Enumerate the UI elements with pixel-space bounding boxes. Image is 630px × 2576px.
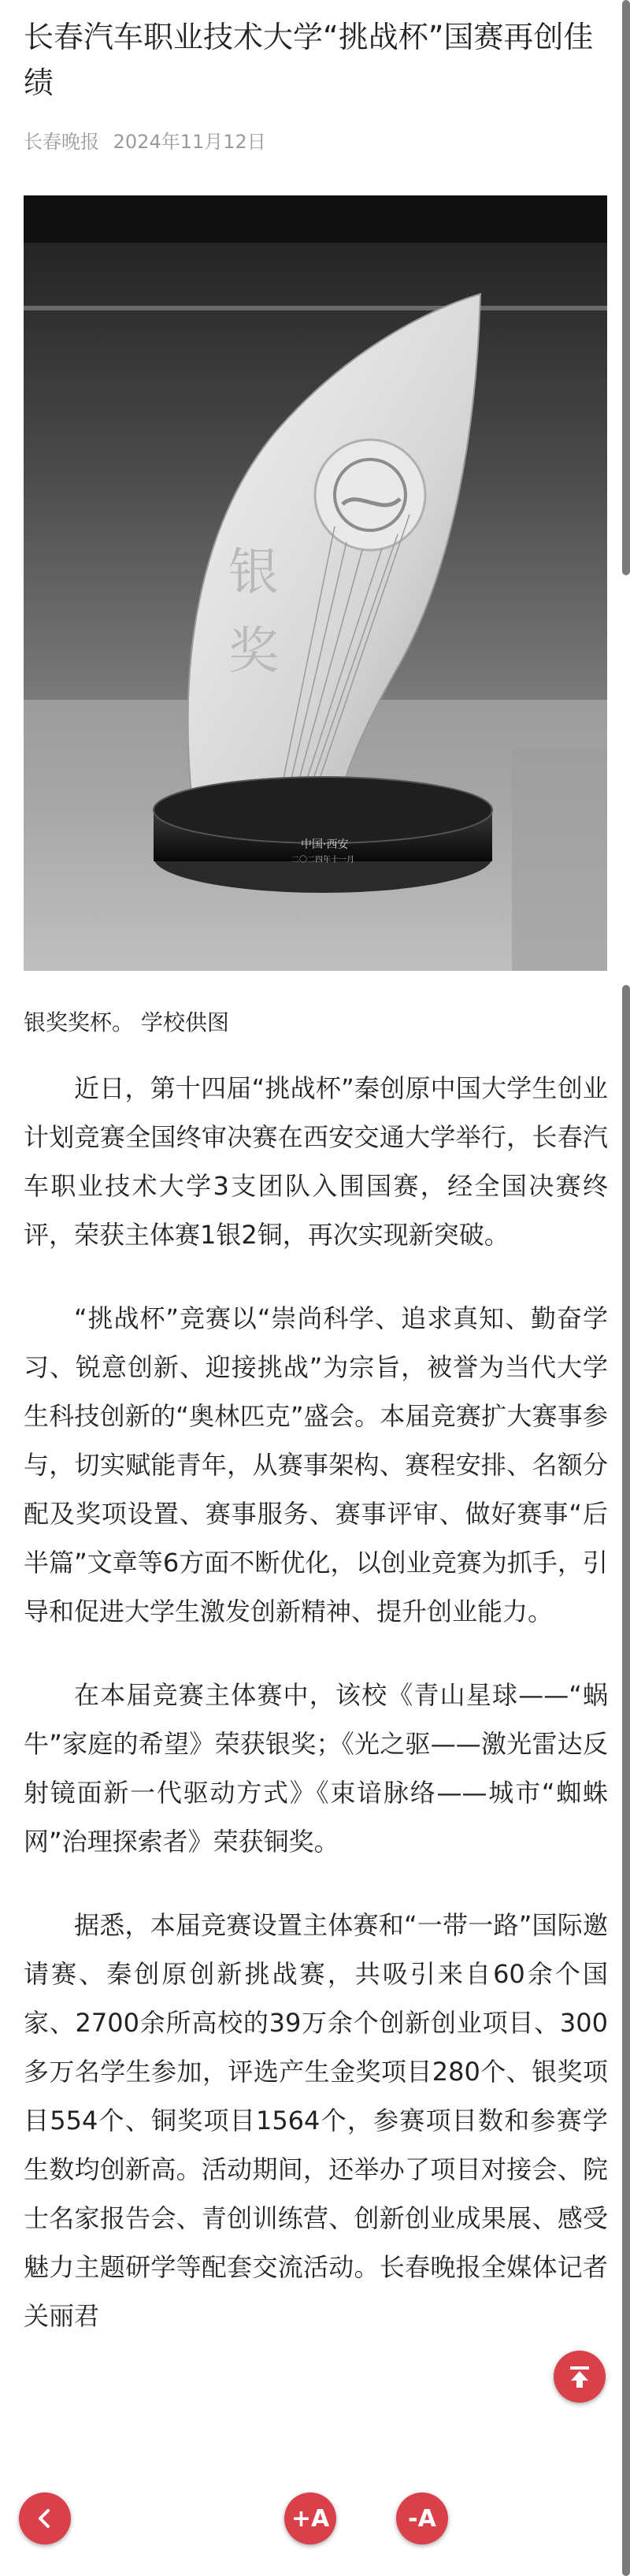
article-meta xyxy=(24,126,266,154)
article-paragraph-text: 据悉，本届竞赛设置主体赛和“一带一路”国际邀请赛、秦创原创新挑战赛，共吸引来自60余个国家、2700余所高校的39万余个创新创业项目、300多万名学生参加，评选产生金奖项目280个、银奖项目554个、铜奖项目1564个，参赛项目数和参赛学生数均创新高。活动期间，还举办了项目对接会、院士名家报告会、青创训练营、创新创业成果展、感受魅力主题研学等配套交流活动。 xyxy=(24,1910,608,2282)
article-body xyxy=(24,1064,608,2375)
article-date: 2024年11月12日 xyxy=(113,131,266,153)
base-text-line1: 中国·西安 xyxy=(301,838,349,851)
article-source: 长春晚报 xyxy=(24,131,99,153)
trophy-engraving-line2: 奖 xyxy=(228,623,279,681)
article-title: 长春汽车职业技术大学“挑战杯”国赛再创佳绩 xyxy=(24,20,594,100)
base-text-line2: 二〇二四年十一月 xyxy=(291,856,354,864)
font-increase-label: +A xyxy=(291,2504,330,2533)
article-paragraph: 近日，第十四届“挑战杯”秦创原中国大学生创业计划竞赛全国终审决赛在西安交通大学举行，长春汽车职业技术大学3支团队入围国赛，经全国决赛终评，荣获主体赛1银2铜，再次实现新突破。 xyxy=(24,1073,608,1250)
back-to-top-button[interactable] xyxy=(554,2351,606,2403)
back-button[interactable] xyxy=(19,2492,71,2544)
article-paragraph: “挑战杯”竞赛以“崇尚科学、追求真知、勤奋学习、锐意创新、迎接挑战”为宗旨，被誉为当代大学生科技创新的“奥林匹克”盛会。本届竞赛扩大赛事参与，切实赋能青年，从赛事架构、赛程安排、名额分配及奖项设置、赛事服务、赛事评审、做好赛事“后半篇”文章等6方面不断优化，以创业竞赛为抓手，引导和促进大学生激发创新精神、提升创业能力。 xyxy=(24,1303,608,1626)
image-caption: 银奖奖杯。 学校供图 xyxy=(24,1009,229,1035)
scrollbar-thumb-upper[interactable] xyxy=(622,0,630,575)
article-paragraph xyxy=(24,1901,608,2340)
font-decrease-label: -A xyxy=(408,2504,436,2533)
font-decrease-button[interactable] xyxy=(396,2492,448,2544)
arrow-up-to-top-icon xyxy=(566,2363,593,2390)
font-increase-button[interactable] xyxy=(284,2492,336,2544)
scrollbar-thumb-lower[interactable] xyxy=(622,985,630,2576)
trophy-photo xyxy=(24,195,607,971)
chevron-left-icon xyxy=(33,2507,57,2530)
author-signoff: 长春晚报全媒体记者 关丽君 xyxy=(24,2252,608,2331)
article-paragraph: 在本届竞赛主体赛中，该校《青山星球——“蜗牛”家庭的希望》荣获银奖；《光之驱——激光雷达反射镜面新一代驱动方式》《束谙脉络——城市“蜘蛛网”治理探索者》荣获铜奖。 xyxy=(24,1680,608,1857)
trophy-engraving-line1: 银 xyxy=(228,544,279,602)
